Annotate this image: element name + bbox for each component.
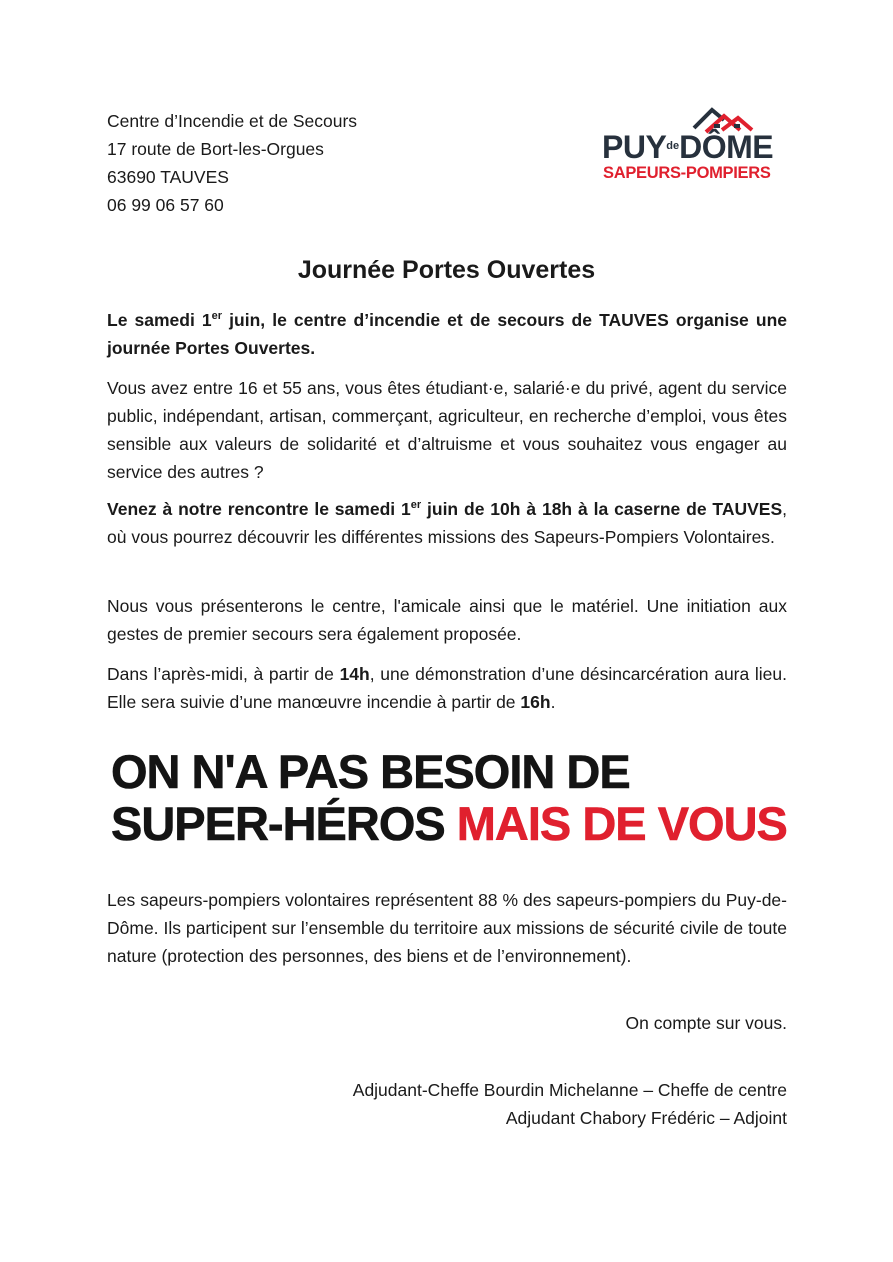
- logo-word-dome: DÔME: [679, 129, 774, 165]
- signature-deputy: Adjudant Chabory Frédéric – Adjoint: [505, 1108, 787, 1128]
- afternoon-paragraph: [107, 660, 787, 716]
- afternoon-text-c: .: [550, 692, 556, 712]
- signature-chief: Adjudant-Cheffe Bourdin Michelanne – Cheffe de centre: [352, 1080, 787, 1100]
- slogan-dark-text: SUPER-HÉROS: [111, 797, 457, 850]
- intro-text-b: juin, le centre d’incendie et de secours de TAUVES organise une journée Portes Ouvertes.: [107, 310, 787, 358]
- stats-paragraph: Les sapeurs-pompiers volontaires représentent 88 % des sapeurs-pompiers du Puy-de-Dôme. Ils participent sur l’ensemble du territoire aux missions de sécurité civile de toute nature (protection des personnes, des biens et de l’environnement).: [107, 890, 787, 966]
- afternoon-text-b: , une démonstration d’une désincarcération aura lieu. Elle sera suivie d’une manœuvre incendie à partir de: [107, 664, 787, 712]
- profile-paragraph: Vous avez entre 16 et 55 ans, vous êtes étudiant·e, salarié·e du privé, agent du service public, indépendant, artisan, commerçant, agriculteur, en recherche d’emploi, vous êtes sensible aux valeurs de solidarité et d’altruisme et vous souhaitez vous engager au service des autres ?: [107, 378, 787, 482]
- puy-de-dome-logo: [602, 104, 792, 186]
- slogan-banner: [111, 746, 787, 850]
- invite-paragraph: [107, 495, 787, 551]
- intro-paragraph: [107, 306, 787, 362]
- logo-subtitle: SAPEURS-POMPIERS: [603, 164, 771, 182]
- sender-phone: 06 99 06 57 60: [107, 195, 224, 215]
- invite-sup: er: [410, 499, 422, 512]
- intro-text-a: Le samedi 1: [107, 310, 212, 330]
- logo-word-puy: PUY: [602, 129, 667, 165]
- invite-text-b: juin de 10h à 18h à la caserne de TAUVES: [421, 499, 783, 519]
- slogan-line-2: [111, 798, 787, 850]
- signature-block: [353, 1076, 787, 1132]
- sender-name: Centre d’Incendie et de Secours: [107, 111, 358, 131]
- slogan-line-1: ON N'A PAS BESOIN DE: [111, 745, 630, 798]
- sender-city: 63690 TAUVES: [107, 167, 229, 187]
- afternoon-text-a: Dans l’après-midi, à partir de: [107, 664, 340, 684]
- sender-address: [107, 107, 357, 219]
- presentation-paragraph: Nous vous présenterons le centre, l'amicale ainsi que le matériel. Une initiation aux gestes de premier secours sera également proposée.: [107, 596, 787, 644]
- intro-sup: er: [211, 310, 223, 323]
- logo-wordmark: [602, 130, 773, 167]
- sender-street: 17 route de Bort-les-Orgues: [107, 139, 324, 159]
- invite-text-c: , où vous pourrez découvrir les différentes missions des Sapeurs-Pompiers Volontaires.: [107, 499, 787, 547]
- page-title: Journée Portes Ouvertes: [297, 256, 596, 284]
- slogan-red-text: MAIS DE VOUS: [456, 797, 787, 850]
- afternoon-time-16h: 16h: [520, 692, 551, 712]
- afternoon-time-14h: 14h: [339, 664, 370, 684]
- invite-text-a: Venez à notre rencontre le samedi 1: [107, 499, 411, 519]
- logo-word-de: de: [666, 139, 680, 152]
- closing-line: On compte sur vous.: [625, 1013, 787, 1033]
